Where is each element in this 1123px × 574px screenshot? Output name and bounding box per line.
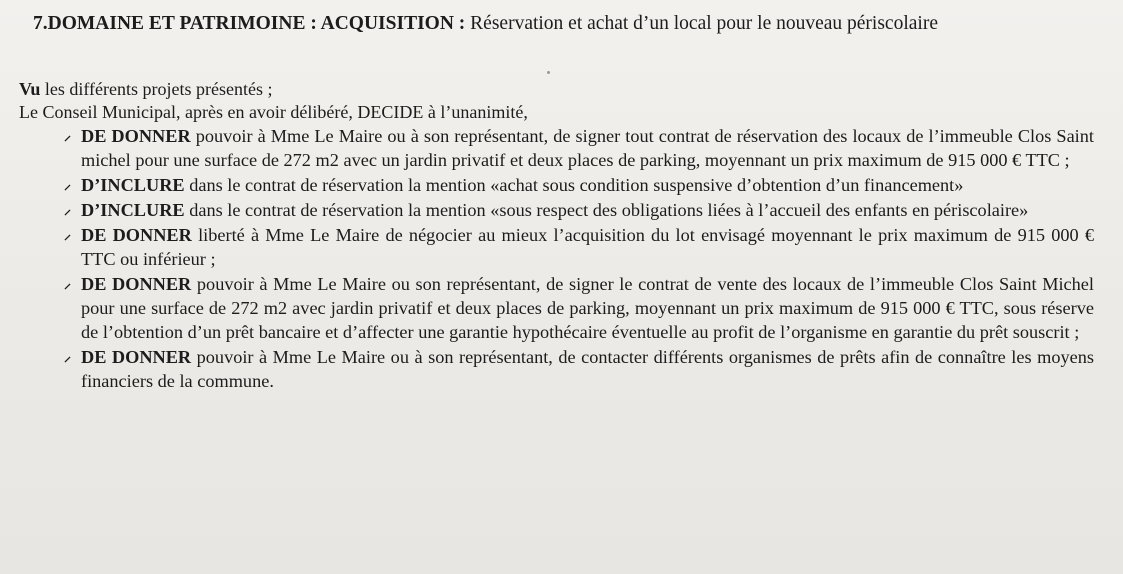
decision-keyword: DE DONNER bbox=[81, 274, 192, 294]
decision-text: pouvoir à Mme Le Maire ou à son représentant, de contacter différents organismes de prêts afin de connaître les moyens financiers de la commune. bbox=[81, 347, 1094, 391]
vu-label: Vu bbox=[19, 79, 41, 99]
decision-item-2 bbox=[64, 173, 1094, 197]
bullet-icon: ⸝ bbox=[64, 129, 71, 144]
decision-keyword: D’INCLURE bbox=[81, 200, 185, 220]
section-title bbox=[33, 12, 938, 36]
vu-text: les différents projets présentés ; bbox=[44, 79, 273, 99]
decision-text: liberté à Mme Le Maire de négocier au mieux l’acquisition du lot envisagé moyennant le prix maximum de 915 000 € TTC ou inférieur ; bbox=[81, 225, 1094, 269]
decision-text: pouvoir à Mme Le Maire ou son représentant, de signer le contrat de vente des locaux de l’immeuble Clos Saint Michel pour une surface de 272 m2 avec jardin privatif et deux places de parking, moyennant un prix maximum de 915 000 € TTC, sous réserve de l’obtention d’un prêt bancaire et d’affecter une garantie hypothécaire éventuelle au profit de l’organisme en garantie du prêt souscrit ; bbox=[81, 274, 1094, 342]
decision-text: dans le contrat de réservation la mention «sous respect des obligations liées à l’accueil des enfants en périscolaire» bbox=[189, 200, 1029, 220]
decision-keyword: DE DONNER bbox=[81, 126, 191, 146]
bullet-icon: ⸝ bbox=[64, 178, 71, 193]
decision-line: Le Conseil Municipal, après en avoir délibéré, DECIDE à l’unanimité, bbox=[19, 102, 528, 122]
decision-keyword: DE DONNER bbox=[81, 225, 192, 245]
decision-item-3 bbox=[64, 198, 1094, 222]
paper-speck bbox=[547, 71, 550, 74]
bullet-icon: ⸝ bbox=[64, 277, 71, 292]
decision-keyword: D’INCLURE bbox=[81, 175, 185, 195]
bullet-icon: ⸝ bbox=[64, 203, 71, 218]
decision-list bbox=[64, 124, 1094, 393]
decision-text: pouvoir à Mme Le Maire ou à son représentant, de signer tout contrat de réservation des locaux de l’immeuble Clos Saint michel pour une surface de 272 m2 avec un jardin privatif et deux places de parking, moyennant un prix maximum de 915 000 € TTC ; bbox=[81, 126, 1094, 170]
decision-item-1 bbox=[64, 124, 1094, 172]
vu-line bbox=[19, 78, 272, 100]
decision-item-4 bbox=[64, 223, 1094, 271]
decision-item-6 bbox=[64, 345, 1094, 393]
decision-text: dans le contrat de réservation la mention «achat sous condition suspensive d’obtention d’un financement» bbox=[189, 175, 964, 195]
bullet-icon: ⸝ bbox=[64, 228, 71, 243]
section-subject: Réservation et achat d’un local pour le nouveau périscolaire bbox=[470, 13, 938, 34]
decision-keyword: DE DONNER bbox=[81, 347, 192, 367]
decision-item-5 bbox=[64, 272, 1094, 344]
bullet-icon: ⸝ bbox=[64, 350, 71, 365]
section-heading: 7.DOMAINE ET PATRIMOINE : ACQUISITION : bbox=[33, 13, 466, 34]
